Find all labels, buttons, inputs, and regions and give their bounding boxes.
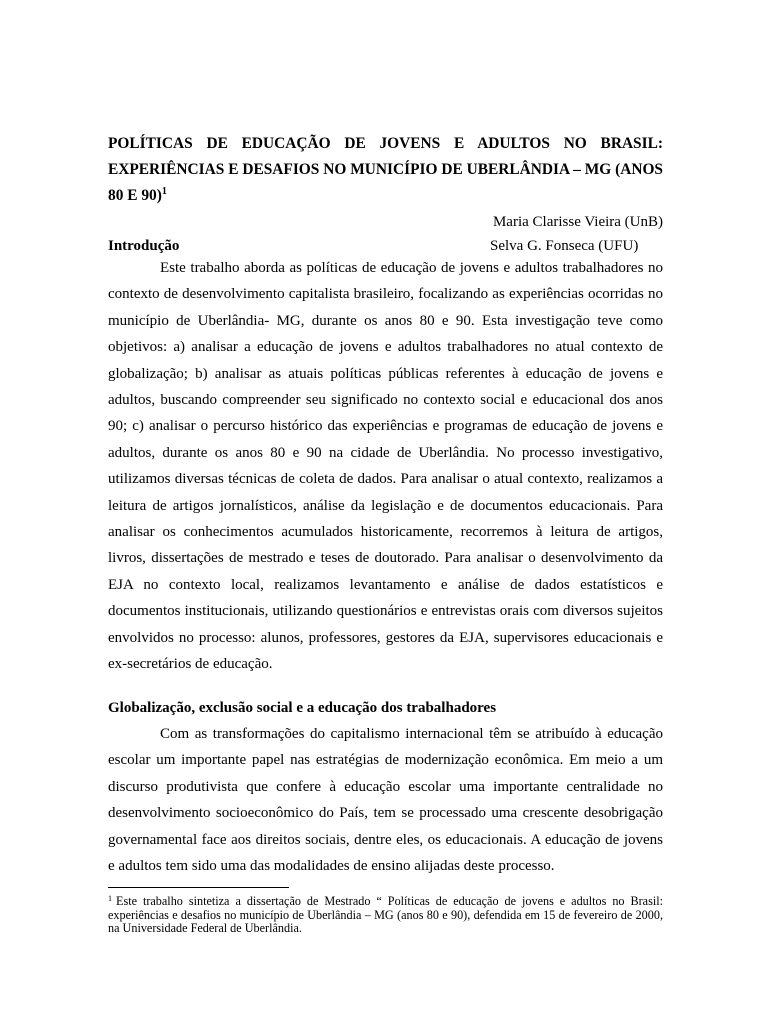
paper-title <box>108 131 663 209</box>
globalization-paragraph: Com as transformações do capitalismo internacional têm se atribuído à educação escolar um importante papel nas estratégias de modernização econômica. Em meio a um discurso produtivista que confere à educação escolar uma importante centralidade no desenvolvimento socioeconômico do País, tem se processado uma crescente desobrigação governamental face aos direitos sociais, dentre eles, os educacionais. A educação de jovens e adultos tem sido uma das modalidades de ensino alijadas deste processo. <box>108 726 663 875</box>
author-2: Selva G. Fonseca (UFU) <box>490 238 639 254</box>
author-1: Maria Clarisse Vieira (UnB) <box>492 214 663 230</box>
section-heading-globalization: Globalização, exclusão social e a educação dos trabalhadores <box>108 700 497 716</box>
footnote <box>108 895 663 936</box>
footnote-separator <box>108 887 289 888</box>
introduction-paragraph: Este trabalho aborda as políticas de educação de jovens e adultos trabalhadores no contexto de desenvolvimento capitalista brasileiro, focalizando as experiências ocorridas no município de Uberlândia- MG, durante os anos 80 e 90. Esta investigação teve como objetivos: a) analisar a educação de jovens e adultos trabalhadores no atual contexto de globalização; b) analisar as atuais políticas públicas referentes à educação de jovens e adultos, buscando compreender seu significado no contexto social e educacional dos anos 90; c) analisar o percurso histórico das experiências e programas de educação de jovens e adultos, durante os anos 80 e 90 na cidade de Uberlândia. No processo investigativo, utilizamos diversas técnicas de coleta de dados. Para analisar o atual contexto, realizamos a leitura de artigos jornalísticos, análise da legislação e de documentos educacionais. Para analisar os conhecimentos acumulados historicamente, recorremos à leitura de artigos, livros, dissertações de mestrado e teses de doutorado. Para analisar o desenvolvimento da EJA no contexto local, realizamos levantamento e análise de dados estatísticos e documentos institucionais, utilizando questionários e entrevistas orais com diversos sujeitos envolvidos no processo: alunos, professores, gestores da EJA, supervisores educacionais e ex-secretários de educação. <box>108 260 663 673</box>
footnote-text: Este trabalho sintetiza a dissertação de Mestrado “ Políticas de educação de jovens e adultos no Brasil: experiências e desafios no município de Uberlândia – MG (anos 80 e 90), defendida em 15 de fevereiro de 2000, na Universidade Federal de Uberlândia. <box>108 894 663 936</box>
footnote-marker: 1 <box>108 894 112 903</box>
section-heading-introduction: Introdução <box>108 238 180 254</box>
title-footnote-marker[interactable]: 1 <box>161 186 167 197</box>
paper-title-text: POLÍTICAS DE EDUCAÇÃO DE JOVENS E ADULTOS NO BRASIL: EXPERIÊNCIAS E DESAFIOS NO MUNICÍPIO DE UBERLÂNDIA – MG (ANOS 80 E 90) <box>108 135 663 204</box>
